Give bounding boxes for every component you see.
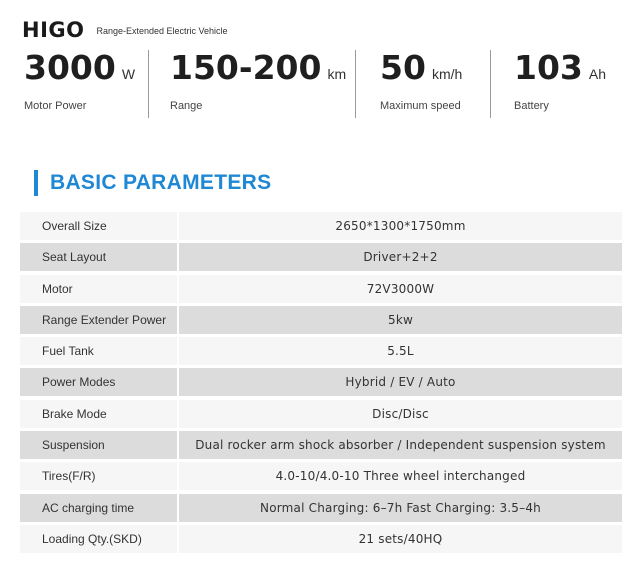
param-name: Tires(F/R): [20, 462, 177, 490]
param-value: Normal Charging: 6–7h Fast Charging: 3.5–4h: [179, 494, 622, 522]
table-row: [20, 337, 622, 365]
param-name: Loading Qty.(SKD): [20, 525, 177, 553]
param-name: Motor: [20, 275, 177, 303]
parameters-table: [20, 212, 622, 556]
highlight-specs: [0, 48, 640, 120]
spec-divider: [148, 50, 149, 118]
param-name: Power Modes: [20, 368, 177, 396]
brand-logo: HIGO: [22, 18, 85, 42]
table-row: [20, 306, 622, 334]
spec-range: [170, 48, 346, 118]
spec-value: 3000: [24, 48, 116, 87]
header: [22, 18, 228, 42]
spec-divider: [355, 50, 356, 118]
table-row: [20, 400, 622, 428]
table-row: [20, 462, 622, 490]
param-value: 5kw: [179, 306, 622, 334]
spec-label: Motor Power: [24, 100, 87, 112]
table-row: [20, 243, 622, 271]
param-value: Disc/Disc: [179, 400, 622, 428]
param-value: 72V3000W: [179, 275, 622, 303]
param-value: 5.5L: [179, 337, 622, 365]
section-accent-bar: [34, 170, 38, 196]
param-name: AC charging time: [20, 494, 177, 522]
param-name: Brake Mode: [20, 400, 177, 428]
param-name: Suspension: [20, 431, 177, 459]
param-name: Overall Size: [20, 212, 177, 240]
param-name: Seat Layout: [20, 243, 177, 271]
spec-unit: km/h: [431, 66, 463, 82]
spec-battery: [514, 48, 606, 118]
param-name: Fuel Tank: [20, 337, 177, 365]
spec-divider: [490, 50, 491, 118]
spec-unit: Ah: [588, 66, 607, 82]
spec-max-speed: [380, 48, 462, 118]
param-value: 21 sets/40HQ: [179, 525, 622, 553]
spec-value: 150-200: [170, 48, 322, 87]
section-title: BASIC PARAMETERS: [50, 171, 272, 194]
table-row: [20, 525, 622, 553]
spec-label: Battery: [514, 100, 549, 112]
spec-value: 103: [514, 48, 583, 87]
spec-unit: km: [327, 66, 347, 82]
param-value: Driver+2+2: [179, 243, 622, 271]
table-row: [20, 368, 622, 396]
table-row: [20, 494, 622, 522]
spec-label: Maximum speed: [380, 100, 461, 112]
table-row: [20, 275, 622, 303]
param-value: 2650*1300*1750mm: [179, 212, 622, 240]
spec-unit: W: [121, 66, 136, 82]
param-value: 4.0-10/4.0-10 Three wheel interchanged: [179, 462, 622, 490]
table-row: [20, 431, 622, 459]
section-heading: [34, 170, 271, 196]
spec-motor-power: [24, 48, 135, 118]
spec-value: 50: [380, 48, 426, 87]
param-value: Hybrid / EV / Auto: [179, 368, 622, 396]
brand-subtitle: Range-Extended Electric Vehicle: [96, 26, 228, 36]
spec-label: Range: [170, 100, 203, 112]
param-value: Dual rocker arm shock absorber / Independent suspension system: [179, 431, 622, 459]
table-row: [20, 212, 622, 240]
param-name: Range Extender Power: [20, 306, 177, 334]
